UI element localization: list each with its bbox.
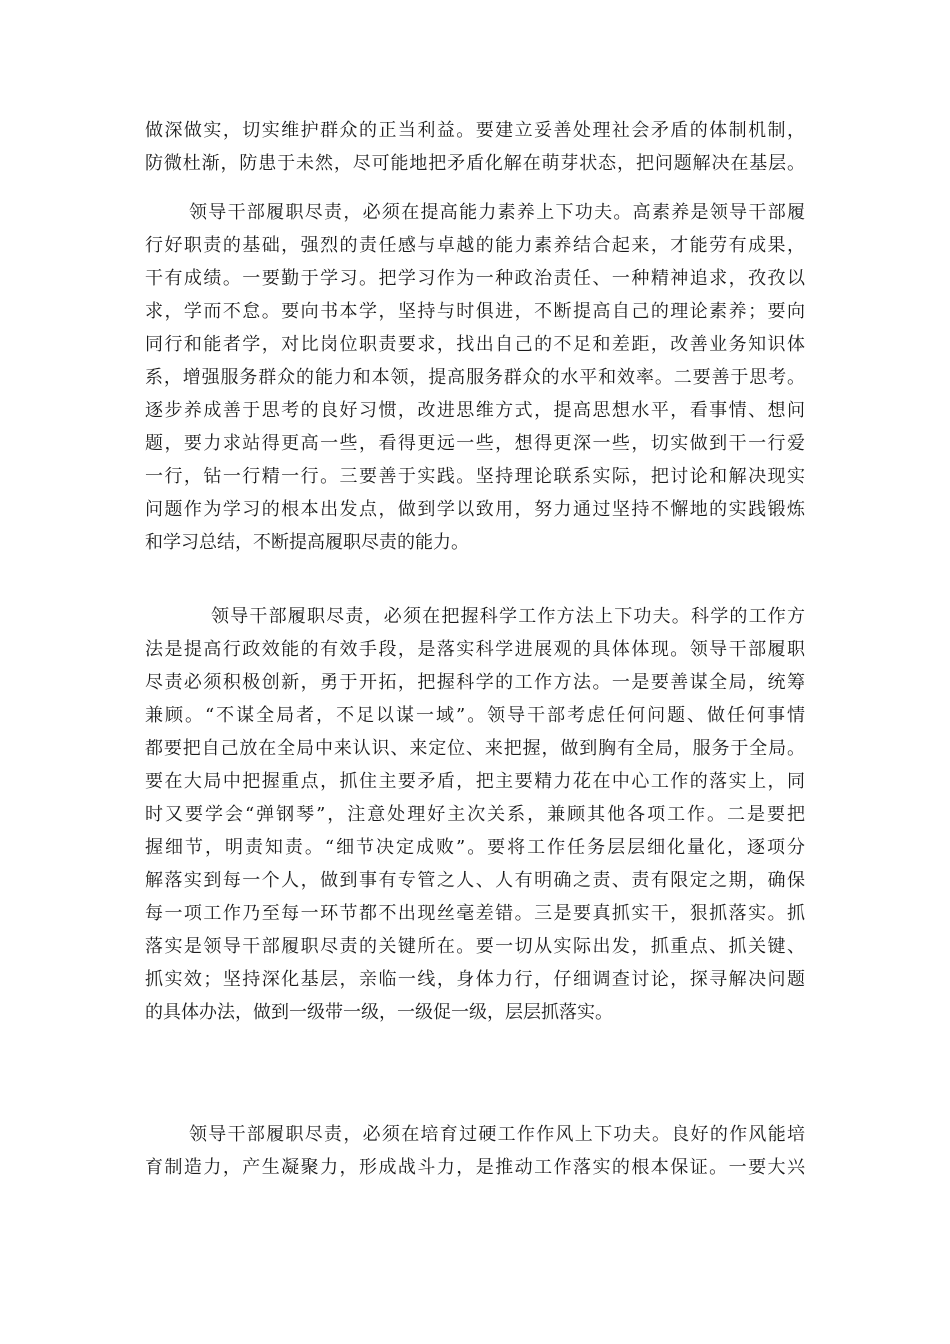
paragraph-line: 防微杜渐，防患于未然，尽可能地把矛盾化解在萌芽状态，把问题解决在基层。 xyxy=(145,153,805,174)
paragraph-3 xyxy=(145,600,805,1029)
paragraph-line: 问题作为学习的根本出发点，做到学以致用，努力通过坚持不懈地的实践锻炼 xyxy=(145,499,805,520)
paragraph-line: 干有成绩。一要勤于学习。把学习作为一种政治责任、一种精神追求，孜孜以 xyxy=(145,268,805,289)
paragraph-line: 领导干部履职尽责，必须在培育过硬工作作风上下功夫。良好的作风能培 xyxy=(189,1124,805,1145)
paragraph-line: 落实是领导干部履职尽责的关键所在。要一切从实际出发，抓重点、抓关键、 xyxy=(145,936,805,957)
paragraph-line: 每一项工作乃至每一环节都不出现丝毫差错。三是要真抓实干，狠抓落实。抓 xyxy=(145,903,805,924)
paragraph-line: 行好职责的基础，强烈的责任感与卓越的能力素养结合起来，才能劳有成果， xyxy=(145,235,805,256)
paragraph-line: 和学习总结，不断提高履职尽责的能力。 xyxy=(145,532,469,553)
paragraph-line: 都要把自己放在全局中来认识、来定位、来把握，做到胸有全局，服务于全局。 xyxy=(145,738,805,759)
paragraph-line: 系，增强服务群众的能力和本领，提高服务群众的水平和效率。二要善于思考。 xyxy=(145,367,805,388)
paragraph-4 xyxy=(145,1118,805,1184)
paragraph-line: 同行和能者学，对比岗位职责要求，找出自己的不足和差距，改善业务知识体 xyxy=(145,334,805,355)
paragraph-2 xyxy=(145,196,805,559)
paragraph-line: 逐步养成善于思考的良好习惯，改进思维方式，提高思想水平，看事情、想问 xyxy=(145,400,805,421)
paragraph-line: 领导干部履职尽责，必须在提高能力素养上下功夫。高素养是领导干部履 xyxy=(189,202,805,223)
paragraph-line: 的具体办法，做到一级带一级，一级促一级，层层抓落实。 xyxy=(145,1002,613,1023)
paragraph-line: 一行，钻一行精一行。三要善于实践。坚持理论联系实际，把讨论和解决现实 xyxy=(145,466,805,487)
paragraph-line: 握细节，明责知责。“细节决定成败”。要将工作任务层层细化量化，逐项分 xyxy=(145,837,805,858)
paragraph-line: 抓实效；坚持深化基层，亲临一线，身体力行，仔细调查讨论，探寻解决问题 xyxy=(145,969,805,990)
paragraph-line: 要在大局中把握重点，抓住主要矛盾，把主要精力花在中心工作的落实上，同 xyxy=(145,771,805,792)
paragraph-line: 时又要学会“弹钢琴”，注意处理好主次关系，兼顾其他各项工作。二是要把 xyxy=(145,804,805,825)
paragraph-line: 尽责必须积极创新，勇于开拓，把握科学的工作方法。一是要善谋全局，统筹 xyxy=(145,672,805,693)
paragraph-line: 求，学而不怠。要向书本学，坚持与时俱进，不断提高自己的理论素养；要向 xyxy=(145,301,805,322)
paragraph-line: 育制造力，产生凝聚力，形成战斗力，是推动工作落实的根本保证。一要大兴 xyxy=(145,1157,805,1178)
paragraph-1 xyxy=(145,114,805,180)
paragraph-line: 解落实到每一个人，做到事有专管之人、人有明确之责、责有限定之期，确保 xyxy=(145,870,805,891)
paragraph-line: 法是提高行政效能的有效手段，是落实科学进展观的具体体现。领导干部履职 xyxy=(145,639,805,660)
paragraph-line: 做深做实，切实维护群众的正当利益。要建立妥善处理社会矛盾的体制机制， xyxy=(145,120,805,141)
paragraph-line: 领导干部履职尽责，必须在把握科学工作方法上下功夫。科学的工作方 xyxy=(211,606,805,627)
paragraph-line: 兼顾。“不谋全局者，不足以谋一域”。领导干部考虑任何问题、做任何事情 xyxy=(145,705,805,726)
paragraph-line: 题，要力求站得更高一些，看得更远一些，想得更深一些，切实做到干一行爱 xyxy=(145,433,805,454)
